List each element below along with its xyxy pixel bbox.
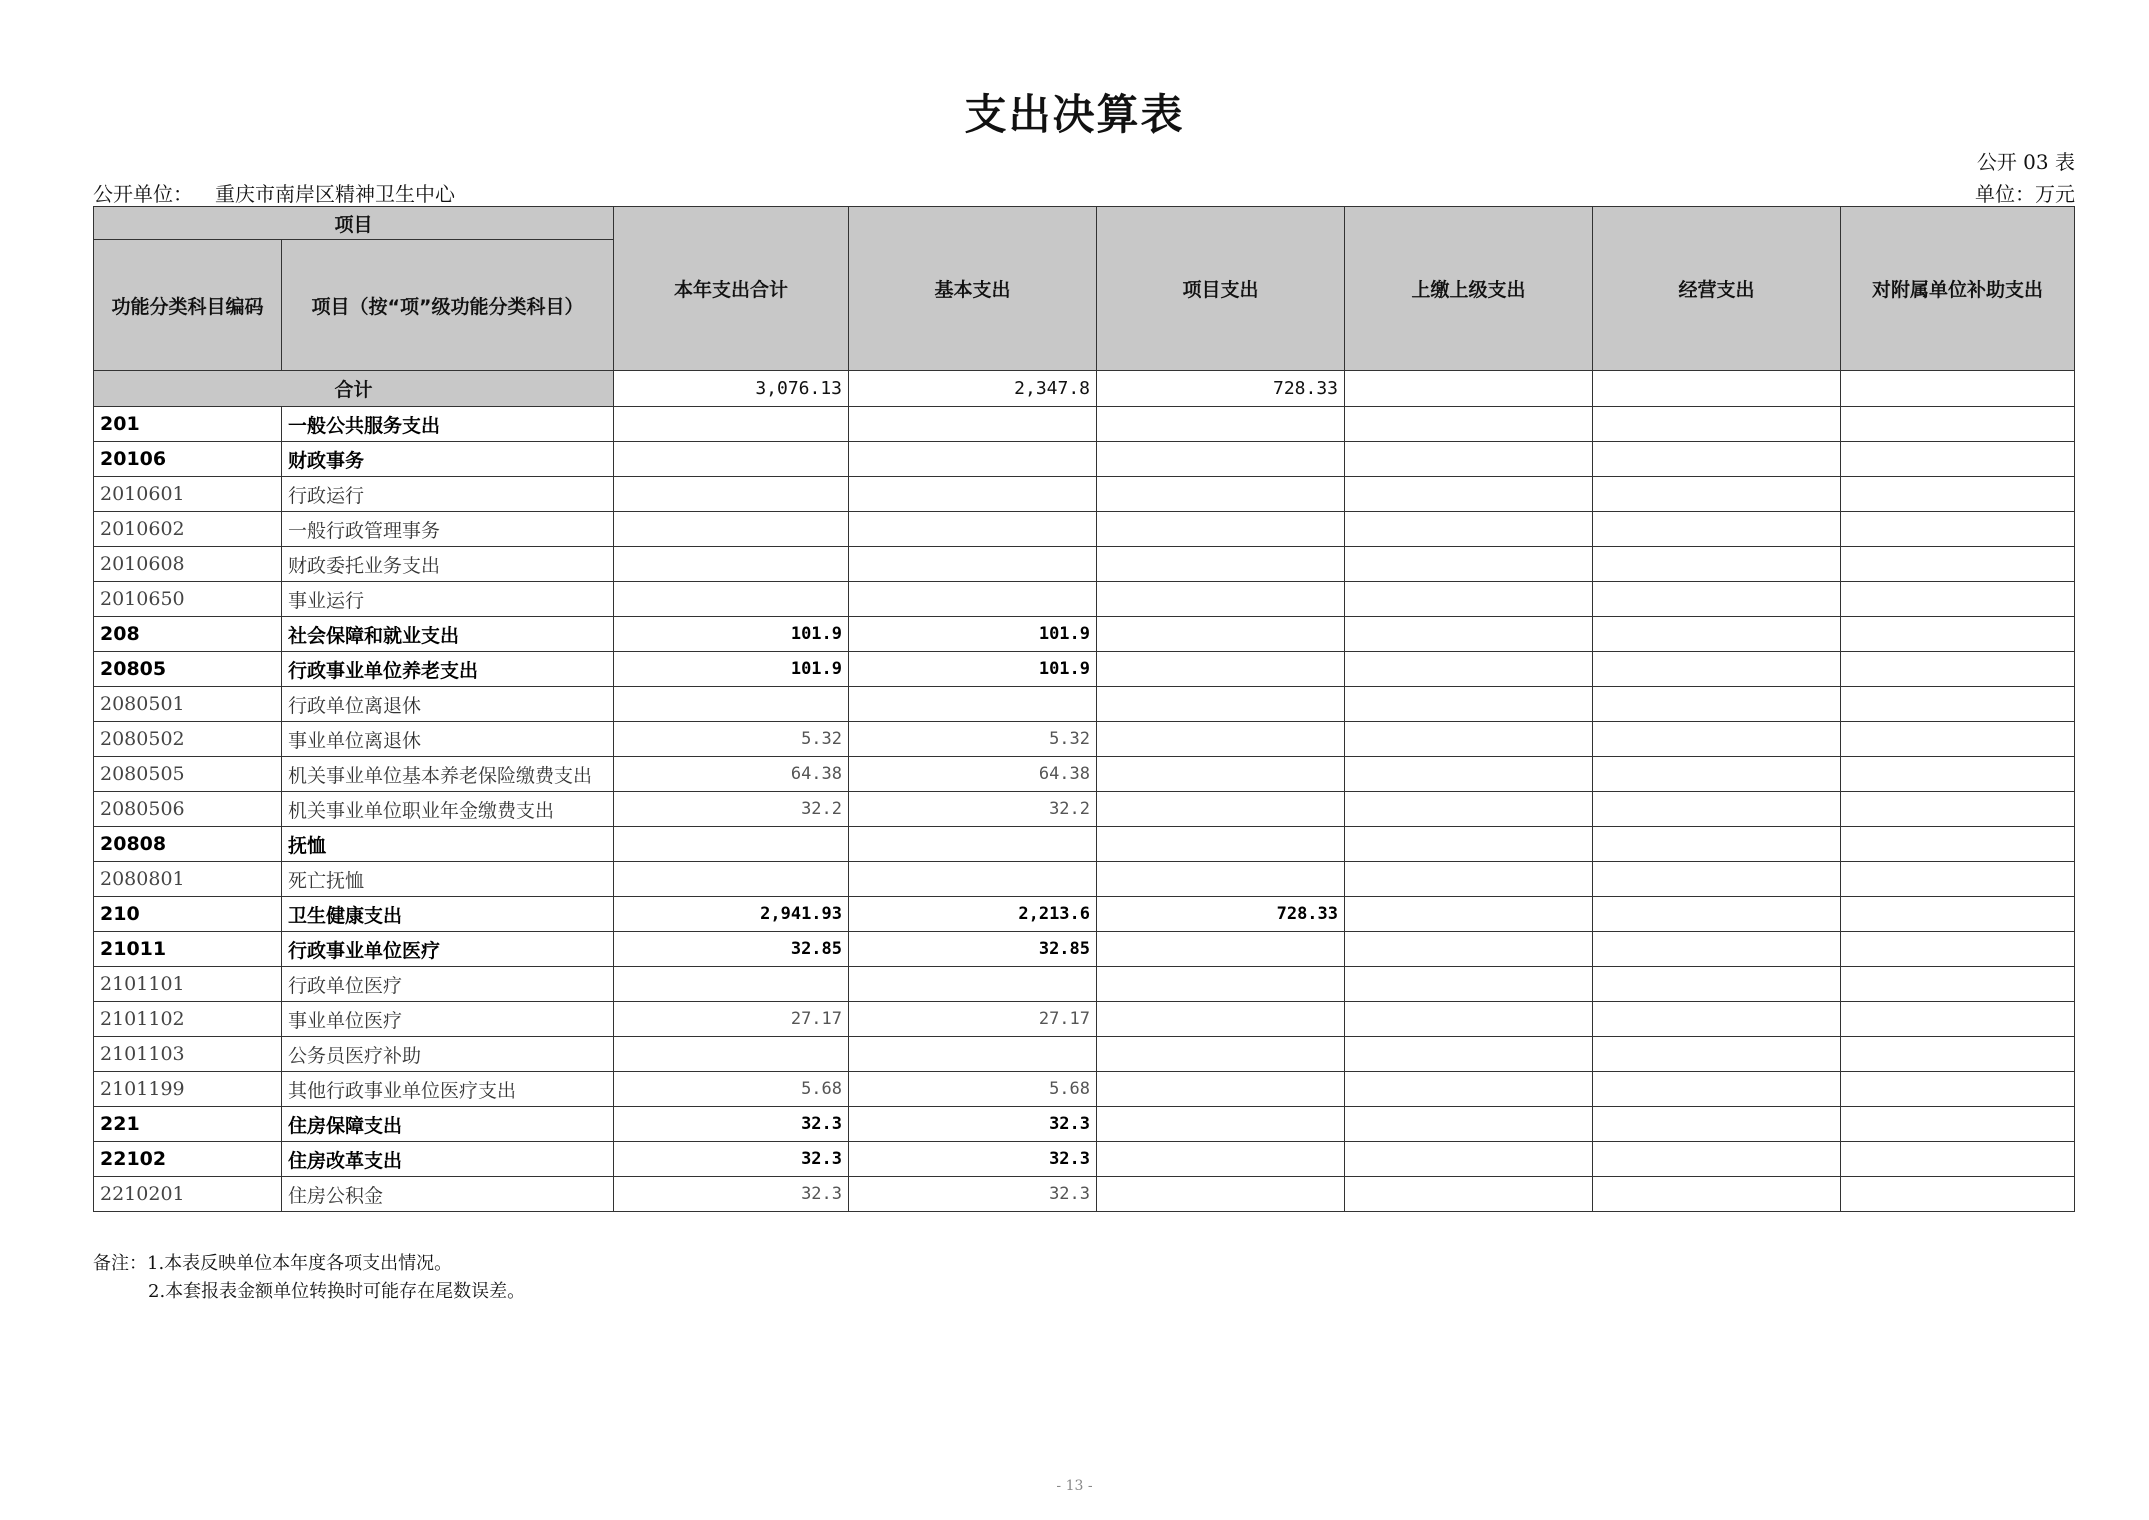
- upper-amount: [1345, 897, 1593, 932]
- business-amount: [1593, 1107, 1841, 1142]
- header-subsidy: 对附属单位补助支出: [1841, 207, 2075, 371]
- unit-label: 公开单位：: [93, 182, 193, 206]
- table-row: [94, 652, 2075, 687]
- basic-amount: [849, 827, 1097, 862]
- project-amount: [1097, 547, 1345, 582]
- upper-amount: [1345, 757, 1593, 792]
- unit-name: 重庆市南岸区精神卫生中心: [215, 182, 455, 206]
- project-amount: [1097, 722, 1345, 757]
- subsidy-amount: [1841, 1107, 2075, 1142]
- total-amount: 32.3: [614, 1142, 849, 1177]
- account-code: 210: [94, 897, 282, 932]
- total-amount: 32.3: [614, 1177, 849, 1212]
- subsidy-amount: [1841, 722, 2075, 757]
- total-amount: [614, 967, 849, 1002]
- upper-amount: [1345, 687, 1593, 722]
- basic-amount: 27.17: [849, 1002, 1097, 1037]
- basic-amount: [849, 1037, 1097, 1072]
- account-code: 2080502: [94, 722, 282, 757]
- business-amount: [1593, 1177, 1841, 1212]
- total-amount: 5.68: [614, 1072, 849, 1107]
- basic-amount: 32.2: [849, 792, 1097, 827]
- total-amount: 5.32: [614, 722, 849, 757]
- basic-amount: [849, 477, 1097, 512]
- table-row: [94, 897, 2075, 932]
- business-amount: [1593, 512, 1841, 547]
- note-2: 2.本套报表金额单位转换时可能存在尾数误差。: [148, 1281, 526, 1302]
- total-amount: 2,941.93: [614, 897, 849, 932]
- account-name: 住房公积金: [282, 1177, 614, 1212]
- account-code: 2101103: [94, 1037, 282, 1072]
- subsidy-amount: [1841, 1002, 2075, 1037]
- business-amount: [1593, 442, 1841, 477]
- total-amount: 27.17: [614, 1002, 849, 1037]
- account-code: 2101101: [94, 967, 282, 1002]
- table-row: [94, 1037, 2075, 1072]
- basic-amount: 32.85: [849, 932, 1097, 967]
- account-name: 事业单位医疗: [282, 1002, 614, 1037]
- total-amount: [614, 442, 849, 477]
- total-amount: [614, 582, 849, 617]
- project-amount: [1097, 687, 1345, 722]
- total-subsidy: [1841, 371, 2075, 407]
- subsidy-amount: [1841, 442, 2075, 477]
- basic-amount: 101.9: [849, 652, 1097, 687]
- total-amount: [614, 512, 849, 547]
- basic-amount: [849, 442, 1097, 477]
- subsidy-amount: [1841, 967, 2075, 1002]
- table-row: [94, 757, 2075, 792]
- basic-amount: 32.3: [849, 1107, 1097, 1142]
- table-row: [94, 932, 2075, 967]
- upper-amount: [1345, 862, 1593, 897]
- basic-amount: [849, 582, 1097, 617]
- account-code: 2010601: [94, 477, 282, 512]
- upper-amount: [1345, 547, 1593, 582]
- account-code: 2210201: [94, 1177, 282, 1212]
- page-title: 支出决算表: [964, 90, 1185, 139]
- upper-amount: [1345, 1107, 1593, 1142]
- account-code: 2080506: [94, 792, 282, 827]
- total-amount: [614, 827, 849, 862]
- upper-amount: [1345, 792, 1593, 827]
- account-name: 机关事业单位职业年金缴费支出: [282, 792, 614, 827]
- project-amount: [1097, 1107, 1345, 1142]
- account-name: 社会保障和就业支出: [282, 617, 614, 652]
- account-name: 行政事业单位养老支出: [282, 652, 614, 687]
- project-amount: [1097, 792, 1345, 827]
- project-amount: [1097, 932, 1345, 967]
- header-total: 本年支出合计: [614, 207, 849, 371]
- account-name: 一般行政管理事务: [282, 512, 614, 547]
- business-amount: [1593, 967, 1841, 1002]
- table-row: [94, 1002, 2075, 1037]
- account-name: 抚恤: [282, 827, 614, 862]
- upper-amount: [1345, 1177, 1593, 1212]
- subsidy-amount: [1841, 827, 2075, 862]
- header-upper: 上缴上级支出: [1345, 207, 1593, 371]
- account-code: 2080801: [94, 862, 282, 897]
- business-amount: [1593, 862, 1841, 897]
- total-label: 合计: [94, 371, 614, 407]
- account-name: 住房保障支出: [282, 1107, 614, 1142]
- table-row: [94, 792, 2075, 827]
- project-amount: [1097, 757, 1345, 792]
- project-amount: [1097, 442, 1345, 477]
- table-row: [94, 1142, 2075, 1177]
- account-name: 财政事务: [282, 442, 614, 477]
- account-code: 208: [94, 617, 282, 652]
- project-amount: [1097, 862, 1345, 897]
- total-amount: 32.2: [614, 792, 849, 827]
- business-amount: [1593, 547, 1841, 582]
- account-code: 221: [94, 1107, 282, 1142]
- basic-amount: 5.32: [849, 722, 1097, 757]
- project-amount: [1097, 827, 1345, 862]
- upper-amount: [1345, 827, 1593, 862]
- project-amount: 728.33: [1097, 897, 1345, 932]
- account-code: 20808: [94, 827, 282, 862]
- basic-amount: 32.3: [849, 1142, 1097, 1177]
- upper-amount: [1345, 442, 1593, 477]
- basic-amount: 2,213.6: [849, 897, 1097, 932]
- upper-amount: [1345, 582, 1593, 617]
- table-row: [94, 547, 2075, 582]
- business-amount: [1593, 1072, 1841, 1107]
- upper-amount: [1345, 1002, 1593, 1037]
- account-name: 住房改革支出: [282, 1142, 614, 1177]
- account-name: 行政事业单位医疗: [282, 932, 614, 967]
- subsidy-amount: [1841, 512, 2075, 547]
- basic-amount: [849, 407, 1097, 442]
- upper-amount: [1345, 512, 1593, 547]
- subsidy-amount: [1841, 792, 2075, 827]
- business-amount: [1593, 792, 1841, 827]
- business-amount: [1593, 897, 1841, 932]
- table-row: [94, 1177, 2075, 1212]
- subsidy-amount: [1841, 687, 2075, 722]
- account-code: 20805: [94, 652, 282, 687]
- basic-amount: [849, 687, 1097, 722]
- subsidy-amount: [1841, 617, 2075, 652]
- upper-amount: [1345, 652, 1593, 687]
- subsidy-amount: [1841, 897, 2075, 932]
- subsidy-amount: [1841, 582, 2075, 617]
- basic-amount: 5.68: [849, 1072, 1097, 1107]
- account-name: 公务员医疗补助: [282, 1037, 614, 1072]
- business-amount: [1593, 1142, 1841, 1177]
- total-amount: 64.38: [614, 757, 849, 792]
- account-code: 2080501: [94, 687, 282, 722]
- subsidy-amount: [1841, 407, 2075, 442]
- form-number: 公开 03 表: [1976, 150, 2075, 174]
- account-code: 2101102: [94, 1002, 282, 1037]
- total-row: [94, 371, 2075, 407]
- account-code: 2010602: [94, 512, 282, 547]
- money-unit: 单位：万元: [1975, 182, 2075, 206]
- account-name: 其他行政事业单位医疗支出: [282, 1072, 614, 1107]
- upper-amount: [1345, 617, 1593, 652]
- project-amount: [1097, 652, 1345, 687]
- business-amount: [1593, 652, 1841, 687]
- business-amount: [1593, 1002, 1841, 1037]
- project-amount: [1097, 407, 1345, 442]
- header-project-expenditure: 项目支出: [1097, 207, 1345, 371]
- subsidy-amount: [1841, 1142, 2075, 1177]
- business-amount: [1593, 617, 1841, 652]
- business-amount: [1593, 687, 1841, 722]
- basic-amount: 101.9: [849, 617, 1097, 652]
- account-name: 事业运行: [282, 582, 614, 617]
- business-amount: [1593, 722, 1841, 757]
- table-row: [94, 862, 2075, 897]
- basic-amount: [849, 512, 1097, 547]
- upper-amount: [1345, 477, 1593, 512]
- project-amount: [1097, 1002, 1345, 1037]
- total-amount: [614, 547, 849, 582]
- subsidy-amount: [1841, 652, 2075, 687]
- total-amount: [614, 862, 849, 897]
- project-amount: [1097, 617, 1345, 652]
- table-row: [94, 1107, 2075, 1142]
- subsidy-amount: [1841, 932, 2075, 967]
- project-amount: [1097, 967, 1345, 1002]
- account-code: 20106: [94, 442, 282, 477]
- account-code: 2080505: [94, 757, 282, 792]
- business-amount: [1593, 477, 1841, 512]
- business-amount: [1593, 757, 1841, 792]
- account-code: 21011: [94, 932, 282, 967]
- upper-amount: [1345, 1142, 1593, 1177]
- total-amount: [614, 477, 849, 512]
- business-amount: [1593, 932, 1841, 967]
- table-row: [94, 722, 2075, 757]
- account-name: 财政委托业务支出: [282, 547, 614, 582]
- account-name: 卫生健康支出: [282, 897, 614, 932]
- total-amount: 32.3: [614, 1107, 849, 1142]
- account-code: 201: [94, 407, 282, 442]
- table-row: [94, 442, 2075, 477]
- upper-amount: [1345, 1037, 1593, 1072]
- business-amount: [1593, 827, 1841, 862]
- total-upper: [1345, 371, 1593, 407]
- total-amount: [614, 687, 849, 722]
- business-amount: [1593, 407, 1841, 442]
- basic-amount: [849, 862, 1097, 897]
- page-number: - 13 -: [1056, 1478, 1093, 1494]
- total-basic: 2,347.8: [849, 371, 1097, 407]
- table-row: [94, 827, 2075, 862]
- total-amount: [614, 1037, 849, 1072]
- header-business: 经营支出: [1593, 207, 1841, 371]
- subsidy-amount: [1841, 1177, 2075, 1212]
- subsidy-amount: [1841, 757, 2075, 792]
- subsidy-amount: [1841, 1037, 2075, 1072]
- table-row: [94, 407, 2075, 442]
- expenditure-table: [93, 206, 2075, 1212]
- header-basic: 基本支出: [849, 207, 1097, 371]
- table-row: [94, 1072, 2075, 1107]
- reporting-unit: [93, 178, 455, 207]
- upper-amount: [1345, 722, 1593, 757]
- subsidy-amount: [1841, 547, 2075, 582]
- table-row: [94, 687, 2075, 722]
- total-amount: 32.85: [614, 932, 849, 967]
- project-amount: [1097, 1037, 1345, 1072]
- business-amount: [1593, 582, 1841, 617]
- upper-amount: [1345, 407, 1593, 442]
- header-project: 项目: [94, 207, 614, 240]
- total-amount: 101.9: [614, 652, 849, 687]
- project-amount: [1097, 477, 1345, 512]
- project-amount: [1097, 1072, 1345, 1107]
- total-project: 728.33: [1097, 371, 1345, 407]
- account-name: 一般公共服务支出: [282, 407, 614, 442]
- basic-amount: 32.3: [849, 1177, 1097, 1212]
- table-row: [94, 967, 2075, 1002]
- subsidy-amount: [1841, 477, 2075, 512]
- basic-amount: [849, 547, 1097, 582]
- total-amount: [614, 407, 849, 442]
- project-amount: [1097, 512, 1345, 547]
- table-row: [94, 512, 2075, 547]
- account-name: 行政单位医疗: [282, 967, 614, 1002]
- upper-amount: [1345, 967, 1593, 1002]
- basic-amount: 64.38: [849, 757, 1097, 792]
- header-item: 项目（按“项”级功能分类科目）: [282, 240, 614, 371]
- basic-amount: [849, 967, 1097, 1002]
- account-name: 行政单位离退休: [282, 687, 614, 722]
- account-name: 事业单位离退休: [282, 722, 614, 757]
- upper-amount: [1345, 932, 1593, 967]
- project-amount: [1097, 1177, 1345, 1212]
- account-code: 2010608: [94, 547, 282, 582]
- table-row: [94, 617, 2075, 652]
- project-amount: [1097, 582, 1345, 617]
- account-name: 机关事业单位基本养老保险缴费支出: [282, 757, 614, 792]
- note-1: 备注：1.本表反映单位本年度各项支出情况。: [93, 1253, 453, 1274]
- business-amount: [1593, 1037, 1841, 1072]
- account-name: 行政运行: [282, 477, 614, 512]
- total-amount: 101.9: [614, 617, 849, 652]
- header-code: 功能分类科目编码: [94, 240, 282, 371]
- subsidy-amount: [1841, 862, 2075, 897]
- upper-amount: [1345, 1072, 1593, 1107]
- notes: [93, 1250, 525, 1306]
- table-row: [94, 477, 2075, 512]
- account-name: 死亡抚恤: [282, 862, 614, 897]
- total-business: [1593, 371, 1841, 407]
- table-row: [94, 582, 2075, 617]
- total-amount: 3,076.13: [614, 371, 849, 407]
- account-code: 2010650: [94, 582, 282, 617]
- account-code: 22102: [94, 1142, 282, 1177]
- project-amount: [1097, 1142, 1345, 1177]
- subsidy-amount: [1841, 1072, 2075, 1107]
- account-code: 2101199: [94, 1072, 282, 1107]
